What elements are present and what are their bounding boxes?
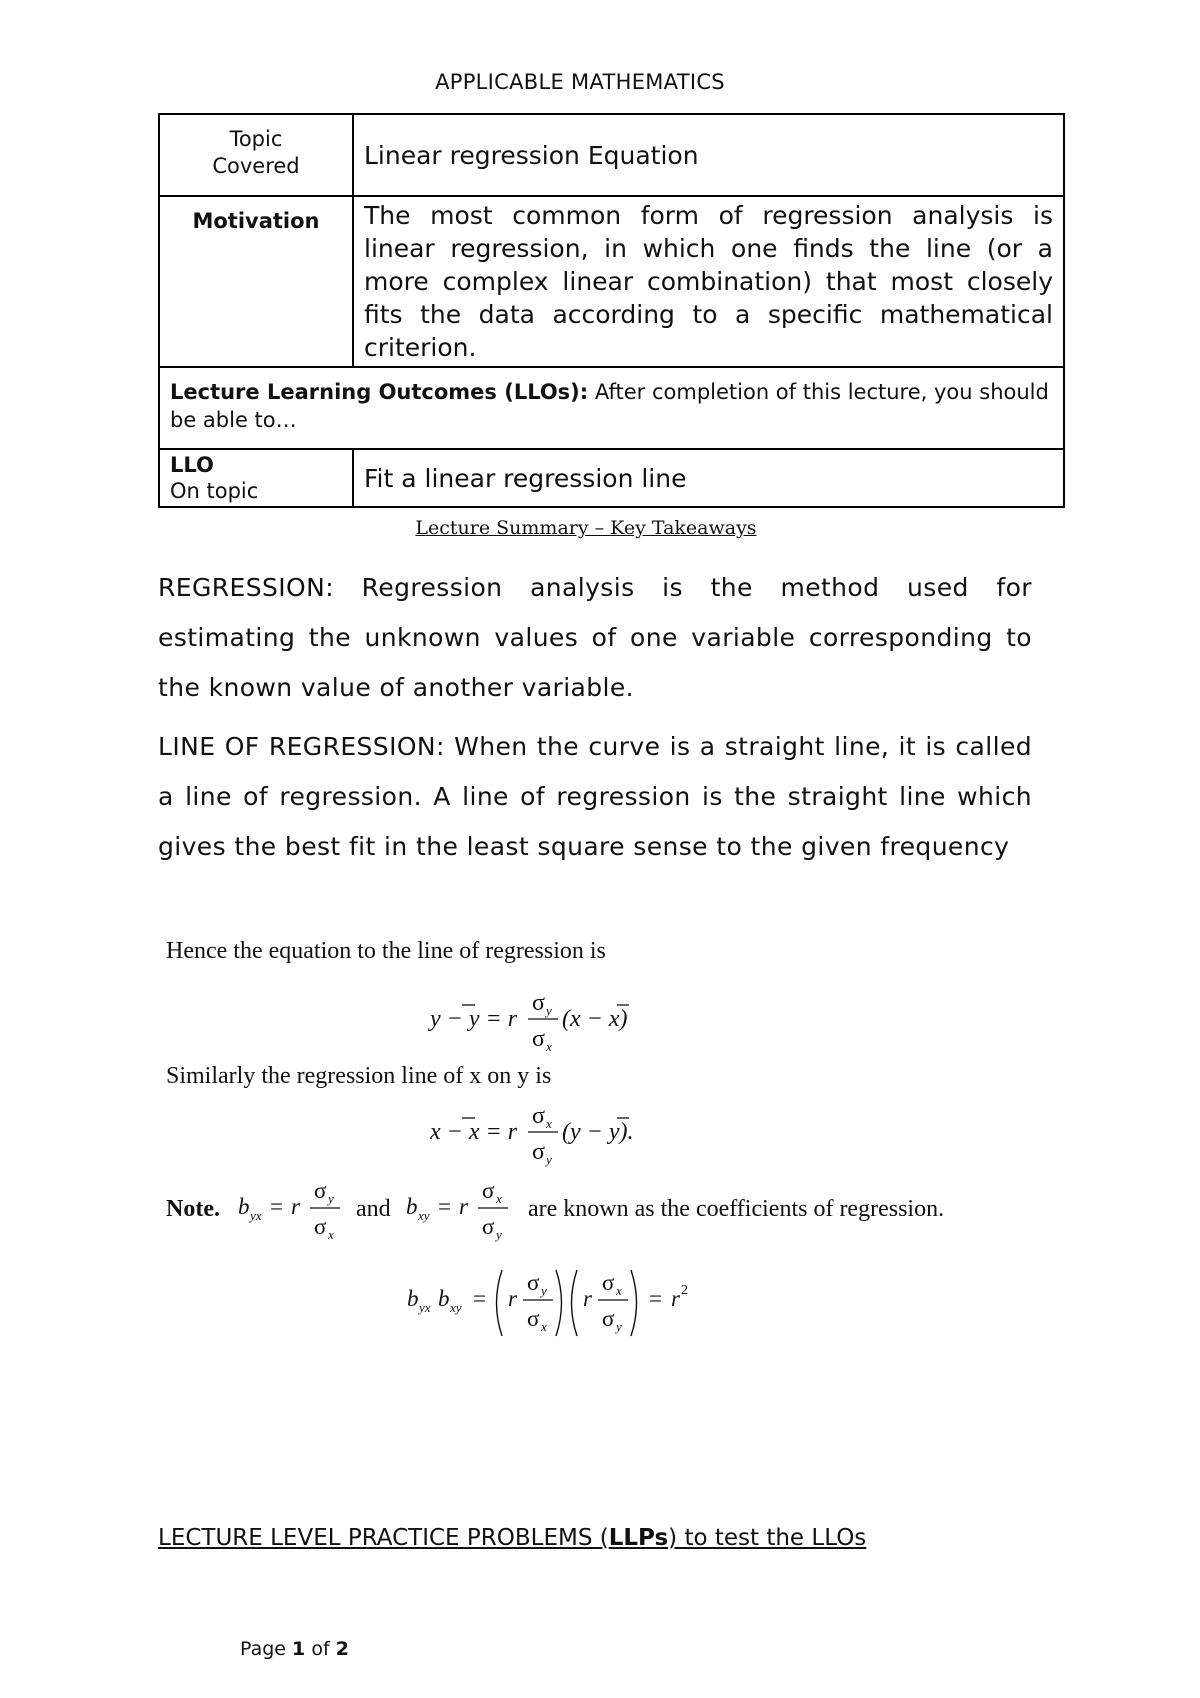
svg-text:x: x (496, 1191, 502, 1206)
motivation-text: The most common form of regression analysis is linear regression, in which one finds the line (or a more complex linear combination) that most closely fits the data according to a specific mathematical criterion. (353, 196, 1064, 367)
svg-text:x: x (546, 1116, 552, 1131)
equation-intro: Hence the equation to the line of regression is (166, 938, 606, 964)
svg-text:y: y (546, 1003, 552, 1018)
coefficient-byx (236, 1170, 356, 1245)
svg-text:=: = (438, 1194, 451, 1219)
svg-text:x: x (616, 1283, 622, 1298)
llo-label-cell (159, 449, 353, 507)
topic-label: Topic Covered (212, 127, 300, 178)
svg-text:y − y = r: y − y = r (430, 1006, 518, 1032)
svg-text:x: x (541, 1319, 547, 1334)
svg-text:r: r (459, 1194, 468, 1219)
svg-text:yx: yx (250, 1208, 262, 1223)
svg-text:2: 2 (681, 1283, 688, 1298)
svg-text:y: y (496, 1227, 502, 1242)
svg-text:σ: σ (602, 1306, 615, 1331)
llo-heading-bold: Lecture Learning Outcomes (LLOs): (170, 380, 589, 404)
note-label: Note. (166, 1196, 220, 1222)
llo-sub-label: On topic (170, 479, 259, 503)
page-word: Page (240, 1638, 286, 1660)
svg-text:σ: σ (482, 1214, 495, 1239)
svg-text:σ: σ (532, 990, 545, 1016)
page-title: APPLICABLE MATHEMATICS (435, 70, 725, 94)
svg-text:y: y (328, 1191, 334, 1206)
svg-text:=: = (473, 1286, 486, 1311)
svg-text:=: = (649, 1286, 662, 1311)
svg-text:b: b (438, 1286, 450, 1311)
svg-text:σ: σ (532, 1103, 545, 1129)
product-of-coefficients (405, 1256, 725, 1346)
svg-text:σ: σ (602, 1270, 615, 1295)
svg-text:b: b (407, 1286, 419, 1311)
llo-heading-cell (159, 367, 1064, 449)
svg-text:y: y (541, 1283, 547, 1298)
llo-value: Fit a linear regression line (353, 449, 1064, 507)
motivation-label: Motivation (159, 196, 353, 367)
svg-text:σ: σ (314, 1178, 327, 1203)
llo-heading-rest: After completion of this lecture, you should be able to… (170, 380, 1049, 432)
svg-text:xy: xy (418, 1208, 430, 1223)
page-footer (240, 1638, 349, 1660)
note-and: and (356, 1196, 391, 1222)
svg-text:σ: σ (314, 1214, 327, 1239)
svg-text:x − x = r: x − x = r (430, 1119, 518, 1145)
page-current: 1 (292, 1638, 306, 1660)
svg-text:x: x (328, 1227, 334, 1242)
lecture-info-table (158, 113, 1065, 508)
svg-text:y: y (616, 1319, 622, 1334)
svg-text:σ: σ (482, 1178, 495, 1203)
svg-text:r: r (671, 1286, 680, 1311)
svg-text:σ: σ (527, 1306, 540, 1331)
svg-text:b: b (406, 1194, 418, 1219)
practice-bold: LLPs (608, 1525, 669, 1551)
topic-label-cell (159, 114, 353, 196)
page-of-word: of (311, 1638, 330, 1660)
svg-text:σ: σ (532, 1139, 545, 1165)
svg-text:r: r (291, 1194, 300, 1219)
regression-definition: REGRESSION: Regression analysis is the method used for estimating the unknown values of one variable corresponding to the known value of another variable. (158, 573, 1032, 702)
svg-text:r: r (508, 1286, 517, 1311)
equation-y-on-x (420, 985, 680, 1055)
svg-text:y: y (546, 1152, 552, 1167)
svg-text:=: = (270, 1194, 283, 1219)
note-tail: are known as the coefficients of regression. (528, 1196, 945, 1222)
svg-text:σ: σ (527, 1270, 540, 1295)
practice-problems-heading (158, 1525, 866, 1551)
line-of-regression-definition: LINE OF REGRESSION: When the curve is a straight line, it is called a line of regression. A line of regression is the straight line which gives the best fit in the least square sense to the given frequency (158, 732, 1032, 861)
practice-pre: LECTURE LEVEL PRACTICE PROBLEMS ( (158, 1525, 609, 1551)
coefficient-bxy (404, 1170, 524, 1245)
equation-x-on-y (420, 1098, 680, 1170)
svg-text:(x − x): (x − x) (562, 1006, 628, 1032)
svg-text:σ: σ (532, 1026, 545, 1052)
llo-label: LLO (170, 453, 214, 477)
similarly-text: Similarly the regression line of x on y is (166, 1063, 552, 1089)
practice-post: ) to test the LLOs (668, 1525, 867, 1551)
svg-text:xy: xy (450, 1300, 462, 1315)
svg-text:b: b (238, 1194, 250, 1219)
svg-text:r: r (583, 1286, 592, 1311)
svg-text:(y − y).: (y − y). (562, 1119, 634, 1145)
svg-text:yx: yx (419, 1300, 431, 1315)
topic-value: Linear regression Equation (353, 114, 1064, 196)
svg-text:x: x (546, 1039, 552, 1054)
page-total: 2 (335, 1638, 349, 1660)
summary-heading: Lecture Summary – Key Takeaways (415, 517, 757, 539)
